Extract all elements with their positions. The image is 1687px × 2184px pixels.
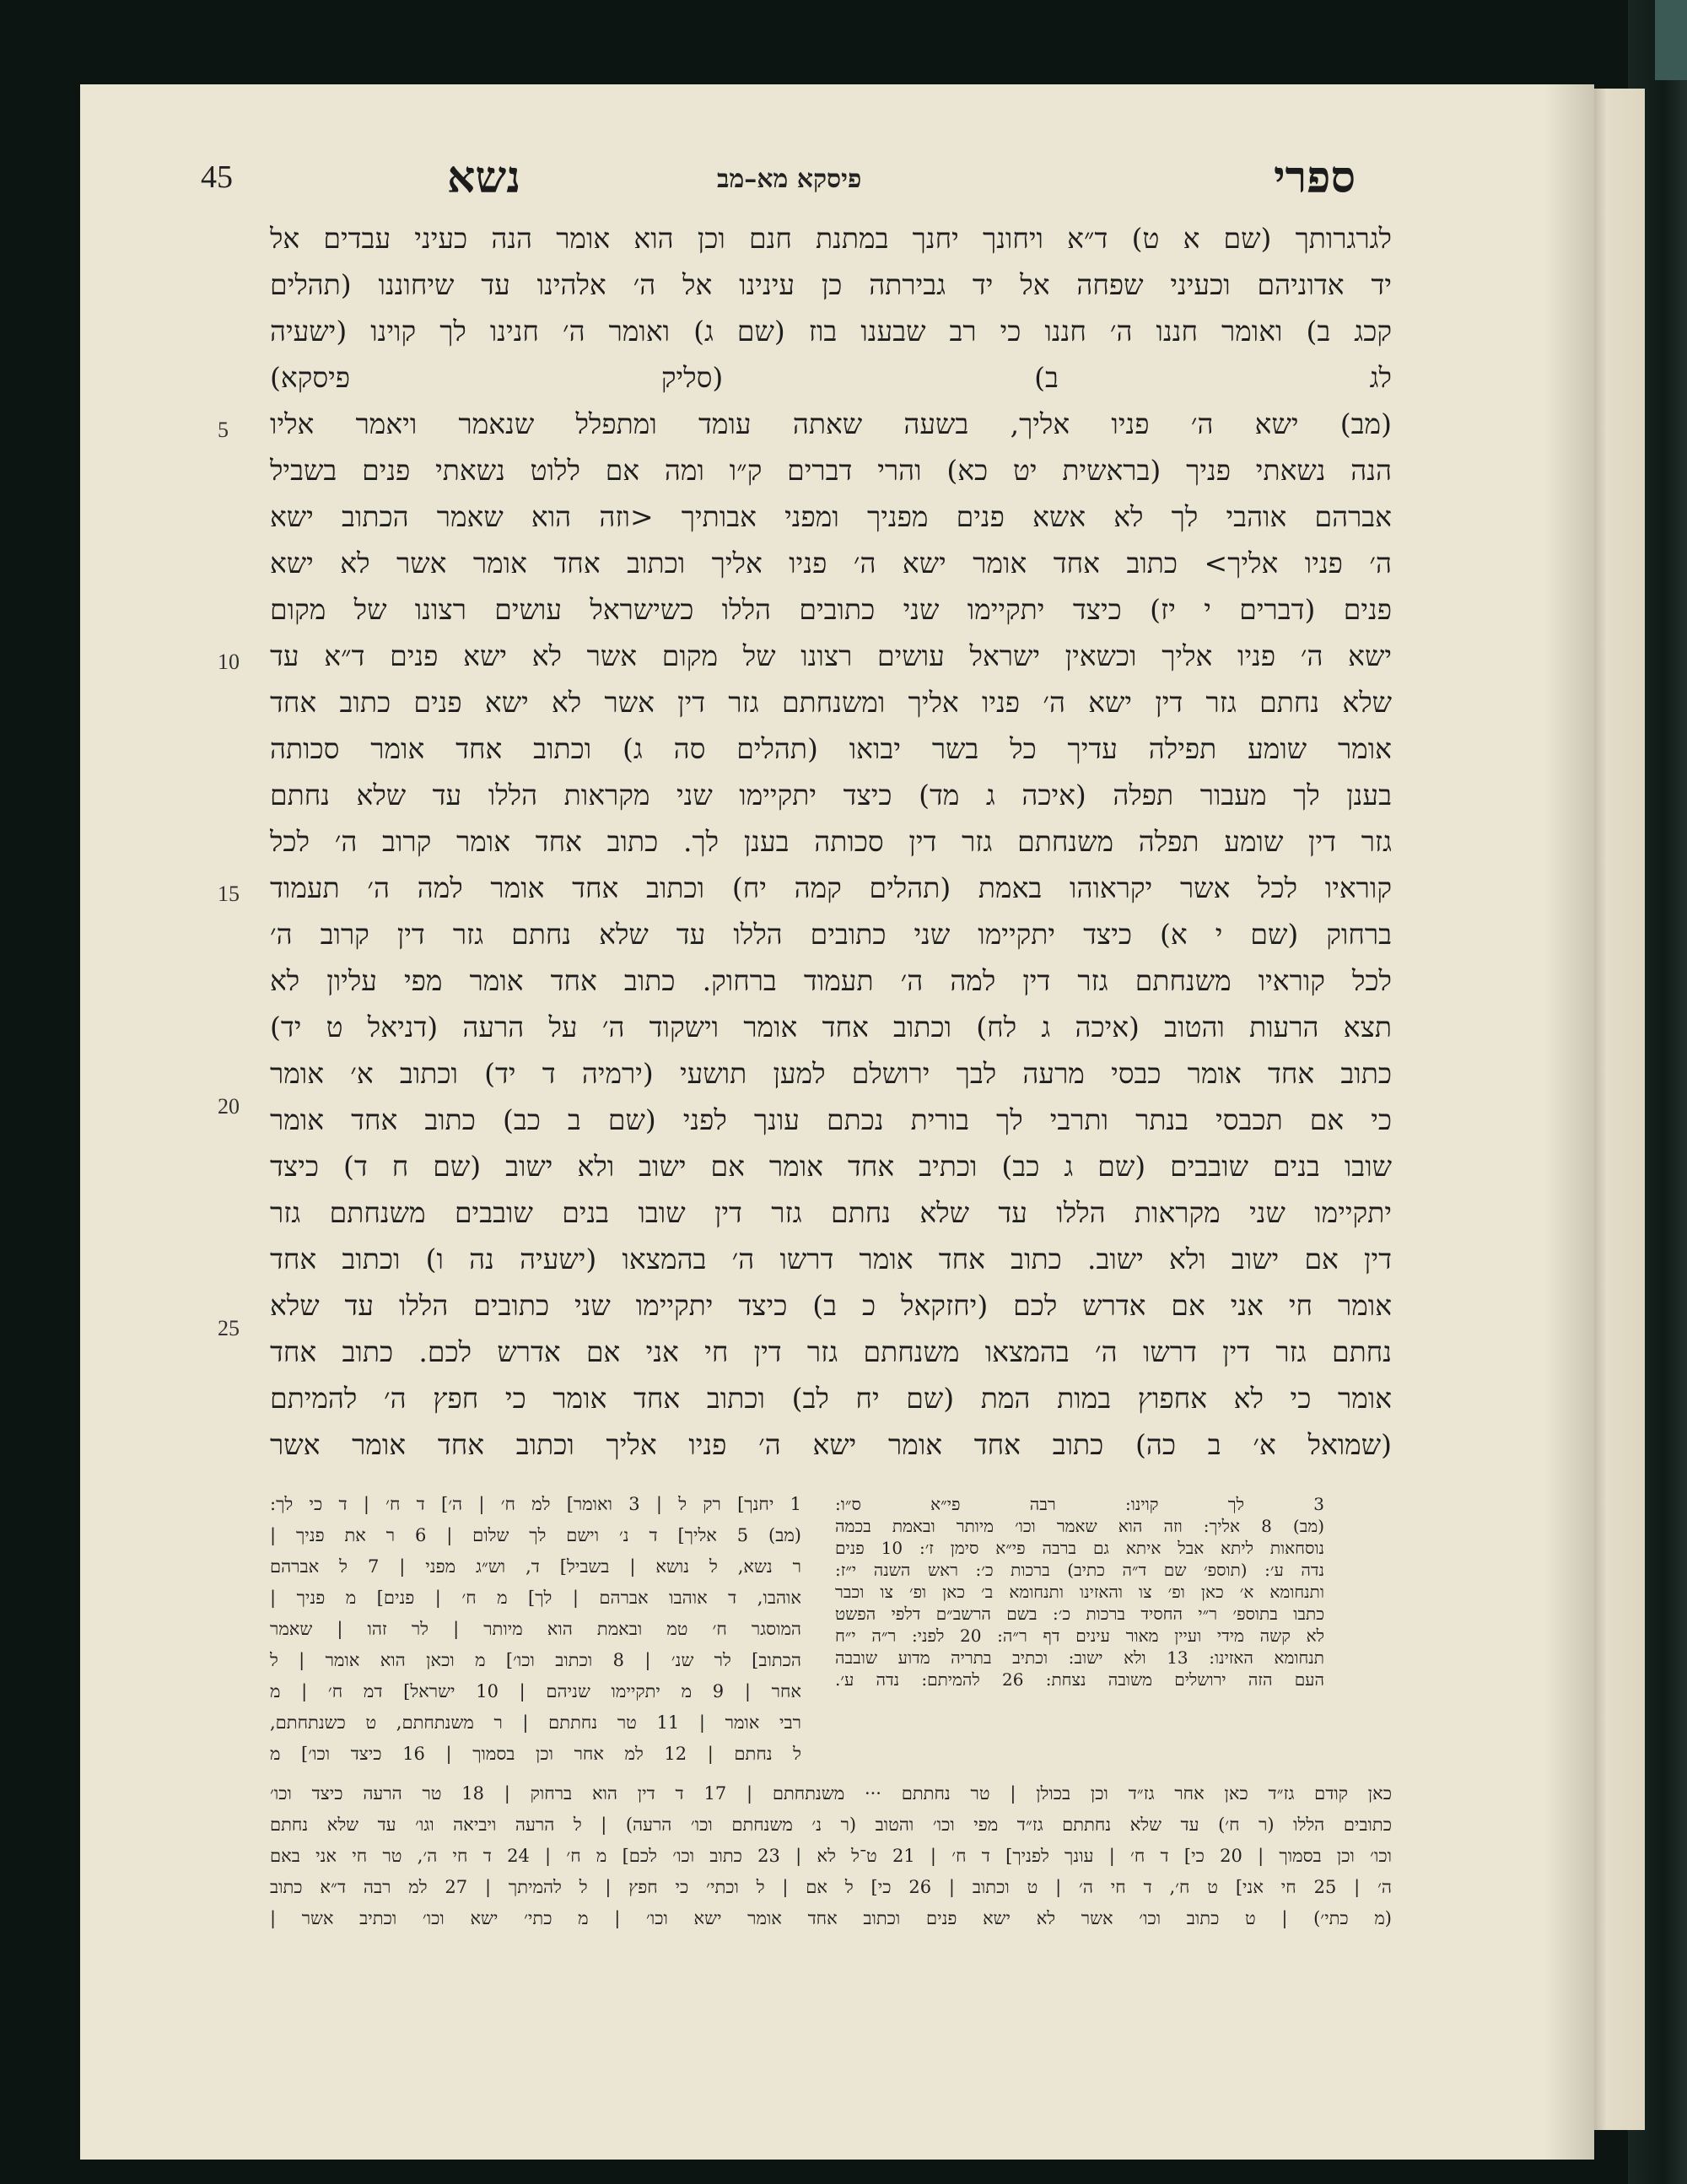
text-line: ה׳ פניו אליך> כתוב אחד אומר ישא ה׳ פניו אליך וכתוב אחד אומר אשר לא ישא xyxy=(270,547,1392,580)
apparatus-line: ה׳ | 25 חי אני] ט ח׳, ד חי ה׳ | ט וכתוב | 26 כי] ל אם | ל וכתי׳ כי חפץ | ל להמיתך | 27 למ רבה ד״א כתוב xyxy=(270,1877,1392,1897)
apparatus-variants-left xyxy=(270,1489,801,1770)
line-number: 15 xyxy=(218,882,240,906)
apparatus-line: (מב) 8 אליך: וזה הוא שאמר וכו׳ מיותר ובאמת בכמה xyxy=(835,1516,1324,1536)
text-line: תצא הרעות והטוב (איכה ג לח) וכתוב אחד אומר וישקוד ה׳ על הרעה (דניאל ט יד) xyxy=(270,1011,1392,1043)
apparatus-line: אחר | 9 מ יתקיימו שניהם | 10 ישראל] דמ ח׳ | מ xyxy=(270,1681,801,1701)
text-line: הנה נשאתי פניך (בראשית יט כא) והרי דברים ק״ו ומה אם ללוט נשאתי פנים בשביל xyxy=(270,454,1392,487)
text-line: גזר דין שומע תפלה משנחתם גזר דין סכותה בענן לך. כתוב אחד אומר קרוב ה׳ לכל xyxy=(270,825,1392,858)
text-line: יד אדוניהם וכעיני שפחה אל יד גבירתה כן עינינו אל ה׳ אלהינו עד שיחוננו (תהלים xyxy=(270,268,1392,301)
apparatus-line: המוסגר ח׳ טמ ובאמת הוא מיותר | לר זהו | שאמר xyxy=(270,1619,801,1639)
text-line: אברהם אוהבי לך לא אשא פנים מפניך ומפני אבותיך <וזה הוא שאמר הכתוב ישא xyxy=(270,500,1392,533)
apparatus-variants-full xyxy=(270,1778,1392,1934)
gutter-shadow xyxy=(1544,84,1594,2160)
apparatus-line: וכו׳ וכן בסמוך | 20 כי] ד ח׳ | עונך לפניך] ד ח׳ | 21 ט־ל לא | 23 כתוב וכו׳ לכם] מ ח׳ | 24 ד חי ה׳, טר חי אני באם xyxy=(270,1846,1392,1866)
apparatus-line: 3 לך קוינו: רבה פי״א ס״ו: xyxy=(835,1494,1324,1514)
running-head-book: נשא xyxy=(447,152,521,203)
text-line: כתוב אחד אומר כבסי מרעה לבך ירושלם למען תושעי (ירמיה ד יד) וכתוב א׳ אומר xyxy=(270,1057,1392,1090)
text-line: קוראיו לכל אשר יקראוהו באמת (תהלים קמה יח) וכתוב אחד אומר למה ה׳ תעמוד xyxy=(270,871,1392,904)
facing-page-edge xyxy=(1590,89,1645,2130)
apparatus-line: כאן קודם גז״ד כאן אחר גז״ד וכן בכולן | טר נחתתם ··· משנתחתם | 17 ד דין הוא ברחוק | 18 טר הרעה כיצד וכו׳ xyxy=(270,1783,1392,1804)
apparatus-sources-right xyxy=(835,1493,1324,1691)
cover-color-strip xyxy=(1655,0,1687,80)
text-line: ברחוק (שם י א) כיצד יתקיימו שני כתובים הללו עד שלא נחתם גזר דין קרוב ה׳ xyxy=(270,918,1392,951)
text-line: ישא ה׳ פניו אליך וכשאין ישראל עושים רצונו של מקום אשר לא ישא פנים ד״א עד xyxy=(270,639,1392,672)
apparatus-line: (מב) 5 אליך] ד נ׳ וישם לך שלום | 6 ר את פניך | xyxy=(270,1525,801,1545)
text-line: (שמואל א׳ ב כה) כתוב אחד אומר ישא ה׳ פניו אליך וכתוב אחד אומר אשר xyxy=(270,1428,1392,1461)
text-line: לג ב) (סליק פיסקא) xyxy=(270,361,1392,394)
apparatus-line: תנחומא האזינו: 13 ולא ישוב: וכתיב בתריה מדוע שובבה xyxy=(835,1647,1324,1668)
running-head-section: פיסקא מא–מב xyxy=(717,164,862,194)
text-line: שלא נחתם גזר דין ישא ה׳ פניו אליך ומשנחתם גזר דין אשר לא ישא פנים כתוב אחד xyxy=(270,686,1392,719)
text-line: לכל קוראיו משנחתם גזר דין למה ה׳ תעמוד ברחוק. כתוב אחד אומר מפי עליון לא xyxy=(270,964,1392,997)
apparatus-line: נדה ע׳: (תוספ׳ שם ד״ה כתיב) ברכות כ׳: ראש השנה י״ז: xyxy=(835,1560,1324,1580)
apparatus-line: הכתוב] לר שנ׳ | 8 וכתוב וכו׳] מ וכאן הוא אומר | ל xyxy=(270,1650,801,1670)
apparatus-line: רבי אומר | 11 טר נחתתם | ר משנתחתם, ט כשנתחתם, xyxy=(270,1712,801,1733)
main-text-block xyxy=(270,215,1392,1468)
apparatus-line: נוסחאות ליתא אבל איתא גם ברבה פי״א סימן ז׳: 10 פנים xyxy=(835,1538,1324,1558)
page-number: 45 xyxy=(201,159,233,195)
running-head-title: ספרי xyxy=(1274,152,1356,203)
text-line: (מב) ישא ה׳ פניו אליך, בשעה שאתה עומד ומתפלל שנאמר ויאמר אליו xyxy=(270,407,1392,440)
line-number: 5 xyxy=(218,418,229,442)
text-line: קכג ב) ואומר חננו ה׳ חננו כי רב שבענו בוז (שם ג) ואומר ה׳ חנינו לך קוינו (ישעיה xyxy=(270,315,1392,348)
text-line: בענן לך מעבור תפלה (איכה ג מד) כיצד יתקיימו שני מקראות הללו עד שלא נחתם xyxy=(270,779,1392,812)
apparatus-line: 1 יחנך] רק ל | 3 ואומר] למ ח׳ | ה׳] ד ח׳ | ד כי לך: xyxy=(270,1494,801,1514)
apparatus-line: ר נשא, ל נושא | בשביל] ד, וש״ג מפני | 7 ל אברהם xyxy=(270,1556,801,1577)
apparatus-line: ותנחומא א׳ כאן ופ׳ צו והאזינו ותנחומא ב׳ כאן ופ׳ צו וכבר xyxy=(835,1582,1324,1602)
line-number: 10 xyxy=(218,650,240,674)
apparatus-line: כתבו בתוספ׳ ר״י החסיד ברכות כ׳: בשם הרשב״ם דלפי הפשט xyxy=(835,1604,1324,1624)
line-number: 20 xyxy=(218,1094,240,1119)
text-line: לגרגרותך (שם א ט) ד״א ויחונך יחנך במתנת חנם וכן הוא אומר הנה כעיני עבדים אל xyxy=(270,222,1392,255)
apparatus-line: אוהבו, ד אוהבו אברהם | לך] מ ח׳ | פנים] מ פניך | xyxy=(270,1588,801,1608)
text-line: אומר כי לא אחפוץ במות המת (שם יח לב) וכתוב אחד אומר כי חפץ ה׳ להמיתם xyxy=(270,1382,1392,1415)
text-line: אומר שומע תפילה עדיך כל בשר יבואו (תהלים סה ג) וכתוב אחד אומר סכותה xyxy=(270,732,1392,765)
text-line: כי אם תכבסי בנתר ותרבי לך בורית נכתם עונך לפני (שם ב כב) כתוב אחד אומר xyxy=(270,1103,1392,1136)
apparatus-line: ל נחתם | 12 למ אחר וכן בסמוך | 16 כיצד וכו׳] מ xyxy=(270,1744,801,1764)
text-line: שובו בנים שובבים (שם ג כב) וכתיב אחד אומר אם ישוב ולא ישוב (שם ח ד) כיצד xyxy=(270,1150,1392,1183)
apparatus-line: העם הזה ירושלים משובה נצחת: 26 להמיתם: נדה ע׳. xyxy=(835,1669,1324,1690)
text-line: אומר חי אני אם אדרש לכם (יחזקאל כ ב) כיצד יתקיימו שני כתובים הללו עד שלא xyxy=(270,1289,1392,1322)
apparatus-line: כתובים הללו (ר ח׳) עד שלא נחתתם גז״ד מפי וכו׳ והטוב (ר נ׳ משנחתם וכו׳ הרעה) | ל הרעה ויביאה וגו׳ עד שלא נחתם xyxy=(270,1815,1392,1835)
text-line: דין אם ישוב ולא ישוב. כתוב אחד אומר דרשו ה׳ בהמצאו (ישעיה נה ו) וכתוב אחד xyxy=(270,1243,1392,1275)
apparatus-line: (מ כתי׳) | ט כתוב וכו׳ אשר לא ישא פנים וכתוב אחד אומר ישא וכו׳ | מ כתי׳ ישא וכו׳ וכתיב אשר | xyxy=(270,1908,1392,1928)
text-line: נחתם גזר דין דרשו ה׳ בהמצאו משנחתם גזר דין חי אני אם אדרש לכם. כתוב אחד xyxy=(270,1335,1392,1368)
line-number: 25 xyxy=(218,1316,240,1340)
text-line: יתקיימו שני מקראות הללו עד שלא נחתם גזר דין שובו בנים שובבים משנחתם גזר xyxy=(270,1196,1392,1229)
apparatus-line: לא קשה מידי ועיין מאור עינים דף ר״ה: 20 לפני: ר״ה י״ח xyxy=(835,1626,1324,1646)
text-line: פנים (דברים י יז) כיצד יתקיימו שני כתובים הללו כשישראל עושים רצונו של מקום xyxy=(270,593,1392,626)
